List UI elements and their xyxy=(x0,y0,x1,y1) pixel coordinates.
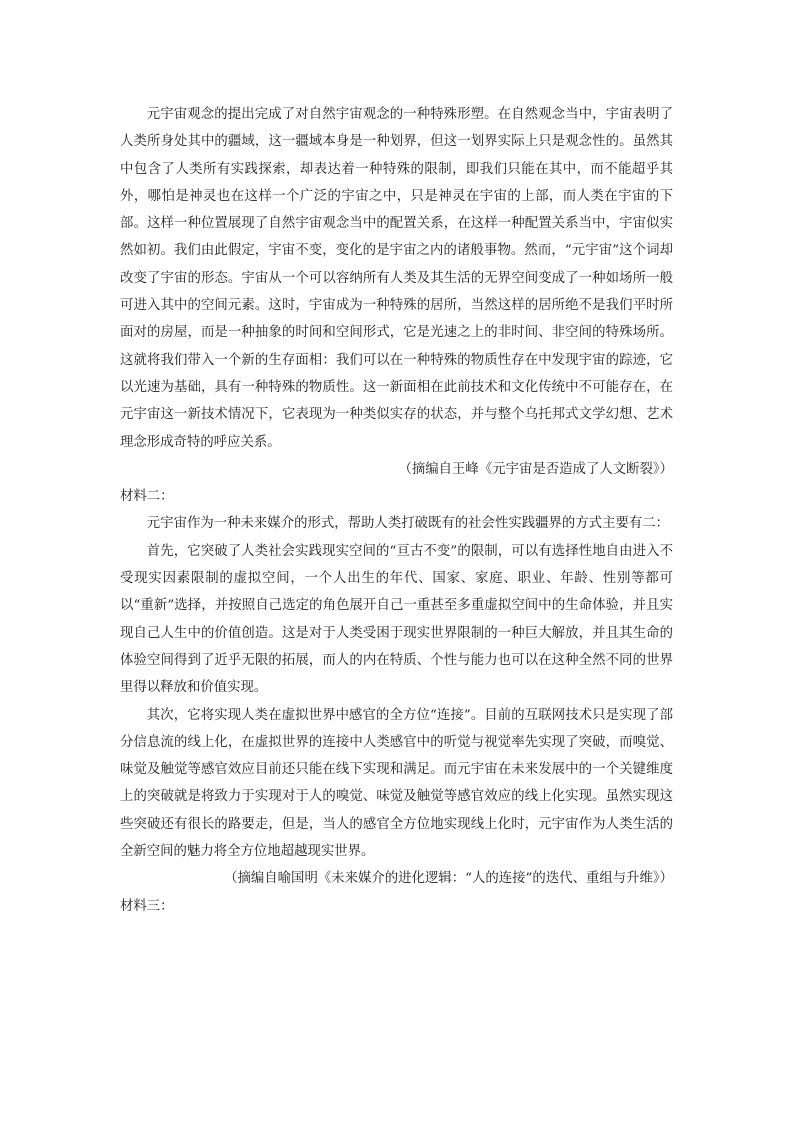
material2-paragraph-1: 首先，它突破了人类社会实践现实空间的“亘古不变”的限制，可以有选择性地自由进入不受现实因素限制的虚拟空间，一个人出生的年代、国家、家庭、职业、年龄、性别等都可以“重新”选择，并按照自己选定的角色展开自己一重甚至多重虚拟空间中的生命体验，并且实现自己人生中的价值创造。这是对于人类受困于现实世界限制的一种巨大解放，并且其生命的体验空间得到了近乎无限的拓展，而人的内在特质、个性与能力也可以在这种全然不同的世界里得以释放和价值实现。 xyxy=(120,543,673,696)
material2-paragraph-2: 其次，它将实现人类在虚拟世界中感官的全方位“连接”。目前的互联网技术只是实现了部分信息流的线上化，在虚拟世界的连接中人类感官中的听觉与视觉率先实现了突破，而嗅觉、味觉及触觉等感官效应目前还只能在线下实现和满足。而元宇宙在未来发展中的一个关键维度上的突破就是将致力于实现对于人的嗅觉、味觉及触觉等感官效应的线上化实现。虽然实现这些突破还有很长的路要走，但是，当人的感官全方位地实现线上化时，元宇宙作为人类生活的全新空间的魅力将全方位地超越现实世界。 xyxy=(120,707,673,860)
material3-heading: 材料三： xyxy=(120,898,174,914)
material2-heading: 材料二： xyxy=(120,489,174,505)
material1-source-citation: （摘编自王峰《元宇宙是否造成了人文断裂》） xyxy=(398,461,673,477)
material2-intro-paragraph: 元宇宙作为一种未来媒介的形式，帮助人类打破既有的社会性实践疆界的方式主要有二： xyxy=(146,516,670,532)
document-body xyxy=(120,101,673,920)
material2-source-citation: （摘编自喻国明《未来媒介的进化逻辑：“人的连接”的迭代、重组与升维》） xyxy=(224,871,673,887)
material1-paragraph: 元宇宙观念的提出完成了对自然宇宙观念的一种特殊形塑。在自然观念当中，宇宙表明了人类所身处其中的疆域，这一疆域本身是一种划界，但这一划界实际上只是观念性的。虽然其中包含了人类所有实践探索，却表达着一种特殊的限制，即我们只能在其中，而不能超乎其外，哪怕是神灵也在这样一个广泛的宇宙之中，只是神灵在宇宙的上部，而人类在宇宙的下部。这样一种位置展现了自然宇宙观念当中的配置关系，在这样一种配置关系当中，宇宙似实然如初。我们由此假定，宇宙不变，变化的是宇宙之内的诸般事物。然而，“元宇宙”这个词却改变了宇宙的形态。宇宙从一个可以容纳所有人类及其生活的无界空间变成了一种如场所一般可进入其中的空间元素。这时，宇宙成为一种特殊的居所，当然这样的居所绝不是我们平时所面对的房屋，而是一种抽象的时间和空间形式，它是光速之上的非时间、非空间的特殊场所。这就将我们带入一个新的生存面相：我们可以在一种特殊的物质性存在中发现宇宙的踪迹，它以光速为基础，具有一种特殊的物质性。这一新面相在此前技术和文化传统中不可能存在，在元宇宙这一新技术情况下，它表现为一种类似实存的状态，并与整个乌托邦式文学幻想、艺术理念形成奇特的呼应关系。 xyxy=(120,107,673,450)
